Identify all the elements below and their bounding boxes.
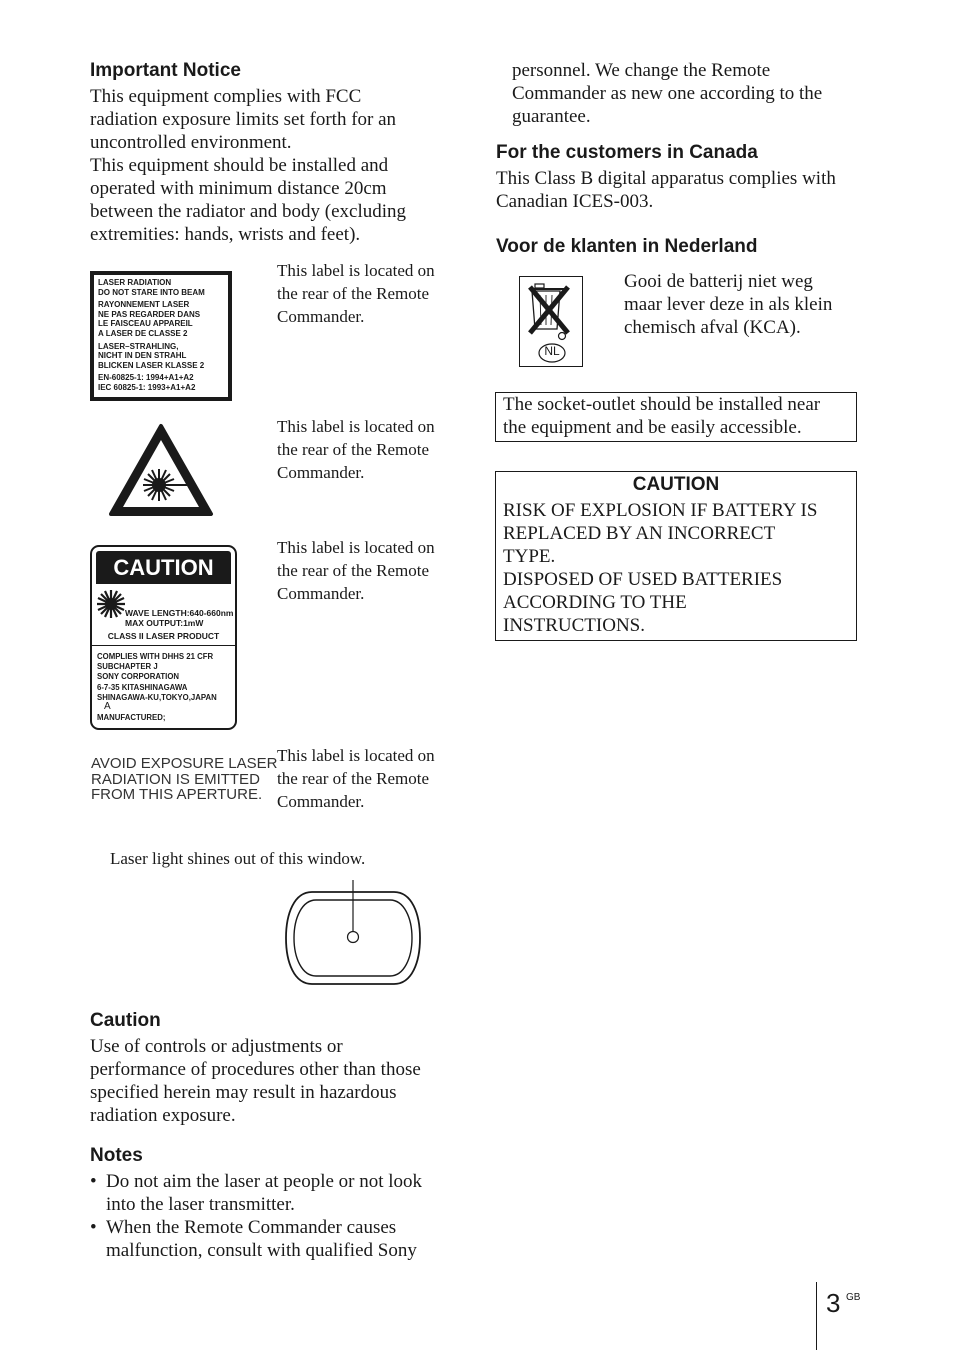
caution-label-class: CLASS II LASER PRODUCT [107,631,220,641]
page-suffix: GB [846,1292,861,1303]
nl-text: Gooi de batterij niet weg maar lever deze in als klein chemisch afval (KCA). [624,271,833,338]
battery-caution-box [495,471,857,641]
aperture-label: AVOID EXPOSURE LASER RADIATION IS EMITTED FROM THIS APERTURE. [91,755,278,803]
caution-label-divider [92,645,235,646]
caution-label-manufactured: MANUFACTURED; [97,713,166,722]
notes-heading: Notes [90,1145,143,1166]
nl-heading: Voor de klanten in Nederland [496,236,758,257]
caution-laser-label [90,545,237,730]
battery-caution-text: RISK OF EXPLOSION IF BATTERY IS REPLACED BY AN INCORRECT TYPE. DISPOSED OF USED BATTERIES ACCORDING TO THE INSTRUCTIONS. [503,500,818,636]
caution-label-letter: A [104,701,111,712]
laser-label-line-de: LASER–STRAHLING, NICHT IN DEN STRAHL BLICKEN LASER KLASSE 2 [98,341,205,370]
label-location-text: This label is located on the rear of the Remote Commander. [277,538,435,603]
label-location-text: This label is located on the rear of the Remote Commander. [277,746,435,811]
page-number-divider [816,1282,817,1350]
label-location-text: This label is located on the rear of the Remote Commander. [277,417,435,482]
caution-text: Use of controls or adjustments or performance of procedures other than those specified herein may result in hazardous radiation exposure. [90,1036,421,1126]
laser-label-line-std: EN-60825-1: 1994+A1+A2 IEC 60825-1: 1993+A1+A2 [98,373,196,392]
laser-label-line-fr: RAYONNEMENT LASER NE PAS REGARDER DANS LE FAISCEAU APPAREIL A LASER DE CLASSE 2 [98,300,201,338]
laser-warning-triangle-icon [108,423,214,518]
laser-label-line-en: LASER RADIATION DO NOT STARE INTO BEAM [98,278,205,297]
notes-list [90,1170,470,1262]
important-notice-text: This equipment complies with FCC radiation exposure limits set forth for an uncontrolled environment. This equipment should be installed and operated with minimum distance 20cm between the radiator and body (excluding extremities: hands, wrists and feet). [90,86,407,245]
battery-caution-title: CAUTION [632,474,720,495]
laser-radiation-label [90,271,232,401]
important-notice-heading: Important Notice [90,60,241,81]
laser-starburst-icon [96,589,126,619]
caution-label-wave: WAVE LENGTH:640-660nm MAX OUTPUT:1mW [125,608,234,628]
page-number: 3 [826,1288,841,1318]
nl-badge: NL [544,344,560,358]
socket-outlet-notice: The socket-outlet should be installed near the equipment and be easily accessible. [495,392,857,442]
list-item: • When the Remote Commander causes malfunction, consult with qualified Sony [90,1217,417,1261]
caution-heading: Caution [90,1010,161,1031]
battery-disposal-symbol [519,276,583,367]
canada-text: This Class B digital apparatus complies with Canadian ICES-003. [496,168,836,212]
label-location-text: This label is located on the rear of the Remote Commander. [277,261,435,326]
laser-window-diagram [282,878,424,988]
list-item: • Do not aim the laser at people or not look into the laser transmitter. [90,1171,423,1215]
continued-text: personnel. We change the Remote Commander as new one according to the guarantee. [512,60,823,127]
window-caption: Laser light shines out of this window. [110,849,366,868]
canada-heading: For the customers in Canada [496,142,758,163]
caution-label-compliance: COMPLIES WITH DHHS 21 CFR SUBCHAPTER J SONY CORPORATION 6-7-35 KITASHINAGAWA SHINAGAWA-KU,TOKYO,JAPAN [97,652,217,702]
caution-label-title: CAUTION [96,551,231,584]
